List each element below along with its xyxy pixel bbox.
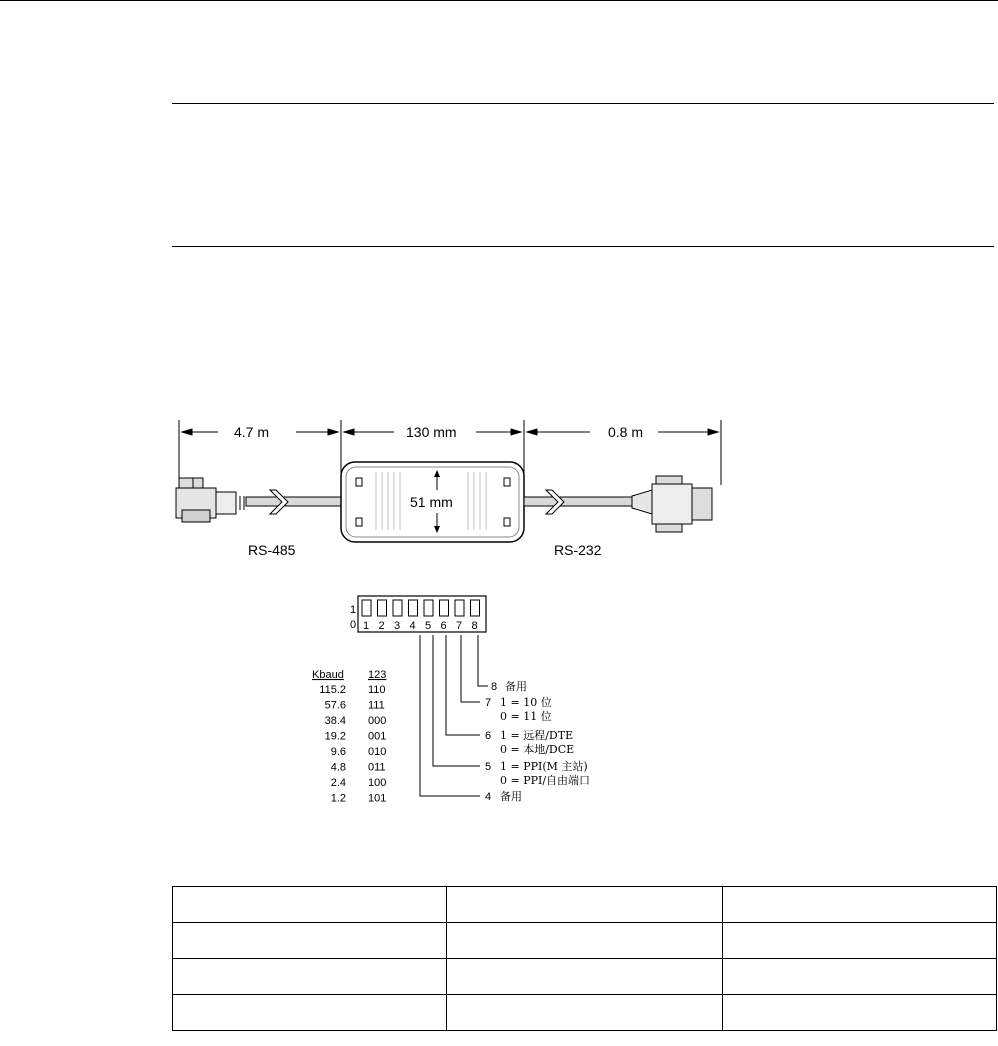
table-cell <box>447 887 723 923</box>
table-cell <box>173 887 447 923</box>
switch6-note-b: 0 = 本地/DCE <box>500 743 575 756</box>
table-cell <box>173 995 447 1031</box>
baud-rate: 57.6 <box>324 699 346 712</box>
dip-switch <box>350 596 486 632</box>
right-cable <box>524 497 634 506</box>
dip-lever <box>455 600 464 616</box>
left-cable <box>246 497 341 506</box>
rs485-connector <box>176 478 244 522</box>
baud-rate: 115.2 <box>319 684 346 696</box>
table-cell <box>447 995 723 1031</box>
baud-bits: 010 <box>368 746 387 758</box>
dip-number: 4 <box>409 620 416 632</box>
switch5-num: 5 <box>485 761 492 773</box>
baud-rate: 1.2 <box>330 792 346 805</box>
table-row <box>173 923 997 959</box>
dip-lever <box>440 600 449 616</box>
dip-lever <box>424 600 433 616</box>
switch4-num: 4 <box>485 791 492 803</box>
baud-bits: 100 <box>368 777 387 789</box>
dim-left-cable: 4.7 m <box>234 424 270 440</box>
rs232-label: RS-232 <box>554 542 602 558</box>
table-cell <box>447 959 723 995</box>
dip-level-on: 1 <box>350 604 357 616</box>
switch5-note-a: 1 = PPI(M 主站) <box>500 760 588 773</box>
rs232-connector <box>632 476 712 532</box>
switch-leader-lines <box>420 635 488 796</box>
dip-number: 6 <box>440 620 447 632</box>
dip-lever <box>362 600 371 616</box>
rs485-label: RS-485 <box>248 542 296 558</box>
switch8-num: 8 <box>491 681 498 693</box>
table-cell <box>173 923 447 959</box>
header-rule <box>0 0 998 1</box>
baud-rate: 19.2 <box>324 730 346 743</box>
table-cell <box>723 887 997 923</box>
baud-bits: 111 <box>368 699 385 712</box>
baud-rate: 4.8 <box>330 761 346 774</box>
switch8-note: 备用 <box>505 680 527 693</box>
baud-bits: 011 <box>368 761 386 774</box>
dip-lever <box>409 600 418 616</box>
note-rule-top <box>172 103 994 104</box>
table-row <box>173 959 997 995</box>
dip-number: 2 <box>378 620 385 632</box>
table-cell <box>173 959 447 995</box>
bits-header: 123 <box>368 669 387 681</box>
dip-number: 1 <box>363 620 370 632</box>
table-cell <box>723 995 997 1031</box>
dim-right-cable: 0.8 m <box>608 424 644 440</box>
dim-height: 51 mm <box>410 494 453 510</box>
table-cell <box>723 959 997 995</box>
switch7-note-a: 1 = 10 位 <box>500 696 552 709</box>
baud-rate: 9.6 <box>330 746 346 758</box>
baud-rate: 2.4 <box>330 777 346 789</box>
kbaud-header: Kbaud <box>312 669 344 681</box>
dim-module: 130 mm <box>406 424 457 440</box>
switch7-num: 7 <box>485 697 492 709</box>
dip-level-off: 0 <box>350 619 357 631</box>
dip-number: 3 <box>394 620 401 632</box>
baud-bits: 000 <box>368 715 387 727</box>
baud-bits: 110 <box>368 684 386 696</box>
dip-number: 7 <box>456 620 463 632</box>
adapter-module <box>341 462 524 542</box>
switch6-note-a: 1 = 远程/DTE <box>500 729 574 742</box>
switch6-num: 6 <box>485 730 492 742</box>
table-cell <box>447 923 723 959</box>
baud-rate: 38.4 <box>324 715 346 727</box>
switch4-note: 备用 <box>500 790 522 803</box>
settings-table <box>172 886 997 1031</box>
table-row <box>173 995 997 1031</box>
switch7-note-b: 0 = 11 位 <box>500 710 552 723</box>
dip-lever <box>471 600 480 616</box>
dip-lever <box>393 600 402 616</box>
switch5-note-b: 0 = PPI/自由端口 <box>500 774 591 787</box>
baud-bits: 101 <box>368 792 387 805</box>
cable-figure <box>170 410 750 810</box>
table-row <box>173 887 997 923</box>
table-cell <box>723 923 997 959</box>
dip-lever <box>378 600 387 616</box>
dip-number: 5 <box>425 620 432 632</box>
note-rule-bottom <box>172 246 994 247</box>
baud-bits: 001 <box>368 730 387 743</box>
dip-number: 8 <box>471 620 478 632</box>
cable-drawing <box>170 410 750 810</box>
